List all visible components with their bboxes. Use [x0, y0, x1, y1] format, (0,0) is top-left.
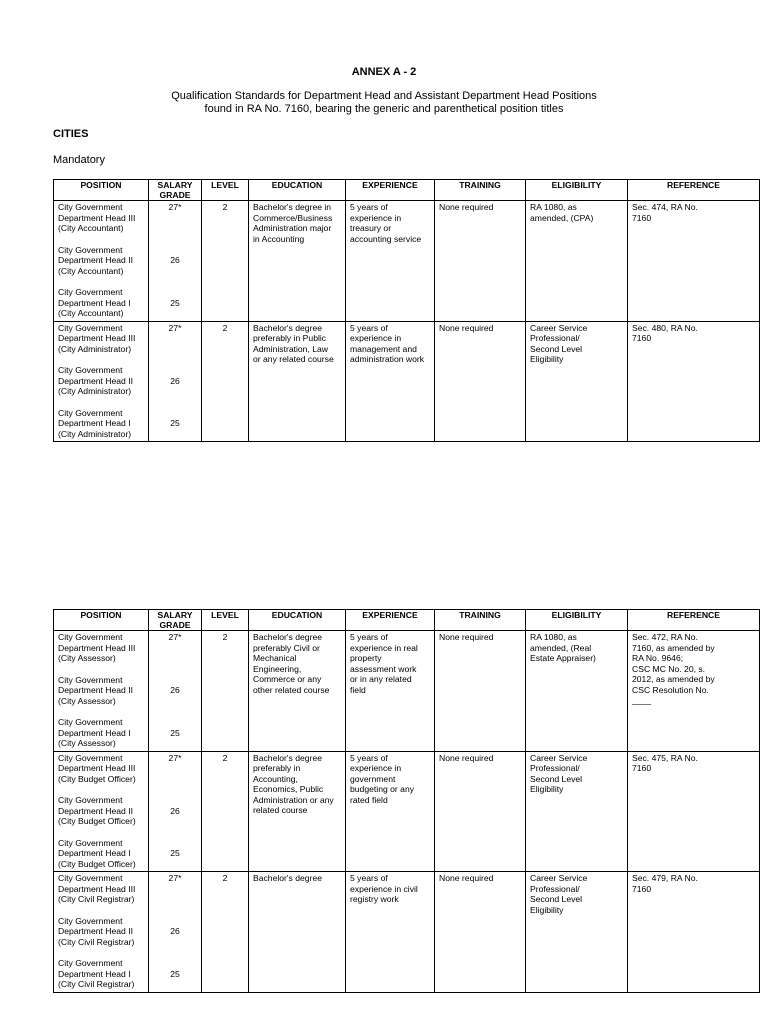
education-line: related course: [253, 805, 308, 815]
reference-line: 2012, as amended by: [632, 674, 715, 684]
header-salary-grade: [149, 610, 202, 631]
position-line: Department Head II: [58, 375, 133, 386]
section-heading-cities: CITIES: [53, 128, 89, 140]
education-line: Commerce or any: [253, 674, 322, 684]
salary-grade-cell: [149, 201, 202, 322]
eligibility-line: Eligibility: [530, 354, 564, 364]
position-line: Department Head III: [58, 642, 136, 653]
education-line: other related course: [253, 684, 330, 695]
education-line: Bachelor's degree: [253, 752, 323, 763]
position-line: Department Head II: [58, 805, 133, 816]
experience-line: 5 years of: [350, 202, 388, 212]
level-cell: 2: [202, 872, 249, 993]
experience-line: field: [350, 684, 366, 695]
experience-line: experience in civil: [350, 883, 418, 894]
position-entry: [58, 202, 144, 234]
education-line: Bachelor's degree: [253, 873, 323, 883]
eligibility-line: Career Service: [530, 752, 588, 763]
education-line: Commerce/Business: [253, 212, 333, 223]
salary-grade-value: 26: [170, 805, 180, 816]
position-line: Department Head II: [58, 255, 133, 265]
position-line: (City Civil Registrar): [58, 979, 135, 989]
position-line: City Government: [58, 407, 123, 418]
table-row: [54, 751, 760, 872]
experience-line: experience in: [350, 333, 402, 343]
header-reference: REFERENCE: [628, 610, 760, 631]
header-position: POSITION: [54, 610, 149, 631]
salary-grade-cell: [149, 631, 202, 752]
header-education: EDUCATION: [249, 180, 346, 201]
experience-line: or in any related: [350, 674, 412, 684]
education-cell: [249, 321, 346, 442]
eligibility-line: amended, (Real: [530, 642, 592, 653]
position-line: City Government: [58, 674, 123, 685]
reference-line: RA No. 9646;: [632, 653, 684, 663]
education-line: preferably Civil or: [253, 642, 320, 653]
eligibility-line: Eligibility: [530, 784, 564, 794]
reference-line: 7160, as amended by: [632, 642, 715, 653]
experience-line: budgeting or any: [350, 784, 415, 794]
header-experience: EXPERIENCE: [346, 610, 435, 631]
header-salary-grade-line-1: SALARY: [157, 610, 193, 620]
header-eligibility: ELIGIBILITY: [526, 610, 628, 631]
experience-line: accounting service: [350, 233, 422, 244]
position-line: City Government: [58, 958, 123, 968]
reference-line: ____: [632, 695, 652, 705]
salary-grade-value: 25: [170, 418, 180, 428]
reference-line: Sec. 480, RA No.: [632, 322, 698, 333]
position-line: Department Head II: [58, 685, 133, 695]
eligibility-line: RA 1080, as: [530, 632, 577, 642]
level-cell: 2: [202, 321, 249, 442]
education-line: preferably in: [253, 763, 301, 773]
grade-entry: [153, 323, 197, 355]
position-entry: [58, 795, 144, 827]
annex-title: ANNEX A - 2: [351, 66, 417, 78]
header-salary-grade: [149, 180, 202, 201]
salary-grade-cell: [149, 321, 202, 442]
reference-line: 7160: [632, 333, 652, 343]
position-line: (City Budget Officer): [58, 858, 136, 869]
experience-line: property: [350, 653, 382, 663]
experience-line: experience in real: [350, 642, 418, 653]
experience-cell: [346, 201, 435, 322]
education-line: preferably in Public: [253, 333, 327, 343]
level-cell: 2: [202, 751, 249, 872]
position-line: (City Assessor): [58, 695, 116, 706]
grade-entry: [153, 873, 197, 905]
reference-cell: [628, 321, 760, 442]
reference-cell: [628, 751, 760, 872]
salary-grade-value: 27*: [168, 202, 182, 212]
reference-line: Sec. 474, RA No.: [632, 202, 698, 212]
position-line: City Government: [58, 915, 123, 926]
salary-grade-value: 25: [170, 968, 180, 979]
education-line: Administration or any: [253, 794, 334, 805]
table-row: [54, 872, 760, 993]
table-header-row: [54, 180, 760, 201]
salary-grade-value: 26: [170, 926, 180, 936]
experience-cell: [346, 631, 435, 752]
position-line: Department Head I: [58, 848, 131, 858]
position-line: (City Budget Officer): [58, 773, 136, 784]
experience-line: 5 years of: [350, 873, 388, 883]
grade-entry: [153, 245, 197, 277]
eligibility-cell: [526, 201, 628, 322]
position-entry: [58, 838, 144, 870]
header-training: TRAINING: [435, 610, 526, 631]
position-line: City Government: [58, 244, 123, 255]
qualification-table-2: [53, 609, 760, 993]
experience-line: registry work: [350, 894, 399, 904]
subtitle-line-2: found in RA No. 7160, bearing the generic and parenthetical position titles: [204, 103, 564, 115]
grade-entry: [153, 838, 197, 870]
position-entry: [58, 408, 144, 440]
category-label: Mandatory: [53, 154, 105, 166]
education-line: Bachelor's degree: [253, 322, 323, 333]
position-cell: [54, 751, 149, 872]
position-line: Department Head I: [58, 418, 131, 428]
header-salary-grade-line-1: SALARY: [157, 180, 193, 190]
position-line: (City Assessor): [58, 653, 116, 663]
eligibility-cell: [526, 631, 628, 752]
reference-cell: [628, 631, 760, 752]
eligibility-line: Career Service: [530, 322, 588, 333]
eligibility-line: Professional/: [530, 333, 580, 343]
reference-cell: [628, 872, 760, 993]
salary-grade-value: 26: [170, 255, 180, 265]
education-line: Bachelor's degree: [253, 632, 323, 642]
document-subtitle: [0, 90, 768, 116]
salary-grade-value: 26: [170, 685, 180, 695]
grade-entry: [153, 675, 197, 707]
reference-line: 7160: [632, 212, 652, 223]
subtitle-line-1: Qualification Standards for Department Head and Assistant Department Head Positions: [171, 90, 597, 102]
header-education: EDUCATION: [249, 610, 346, 631]
position-line: (City Civil Registrar): [58, 936, 135, 947]
position-line: (City Accountant): [58, 308, 124, 318]
position-line: City Government: [58, 322, 123, 333]
position-entry: [58, 323, 144, 355]
grade-entry: [153, 717, 197, 749]
reference-line: Sec. 475, RA No.: [632, 752, 698, 763]
header-salary-grade-line-2: GRADE: [159, 620, 191, 630]
eligibility-line: Estate Appraiser): [530, 653, 596, 663]
reference-line: CSC Resolution No.: [632, 684, 709, 695]
salary-grade-value: 25: [170, 727, 180, 738]
experience-line: experience in: [350, 763, 402, 773]
salary-grade-value: 27*: [168, 873, 182, 883]
table-row: [54, 321, 760, 442]
education-line: Economics, Public: [253, 784, 324, 794]
position-line: City Government: [58, 795, 123, 805]
position-cell: [54, 201, 149, 322]
position-cell: [54, 321, 149, 442]
position-line: City Government: [58, 287, 123, 297]
header-level: LEVEL: [202, 180, 249, 201]
position-entry: [58, 873, 144, 905]
grade-entry: [153, 408, 197, 440]
experience-line: management and: [350, 343, 417, 354]
position-line: City Government: [58, 837, 123, 848]
eligibility-cell: [526, 321, 628, 442]
eligibility-line: amended, (CPA): [530, 212, 594, 223]
salary-grade-value: 27*: [168, 752, 182, 763]
eligibility-cell: [526, 751, 628, 872]
education-cell: [249, 201, 346, 322]
position-line: Department Head III: [58, 763, 136, 773]
position-entry: [58, 287, 144, 319]
position-line: City Government: [58, 632, 123, 642]
position-line: Department Head III: [58, 333, 136, 343]
eligibility-line: RA 1080, as: [530, 202, 577, 212]
position-line: Department Head I: [58, 968, 131, 979]
eligibility-line: Second Level: [530, 343, 583, 354]
education-cell: [249, 751, 346, 872]
position-line: Department Head I: [58, 297, 131, 308]
training-cell: None required: [435, 321, 526, 442]
position-line: City Government: [58, 365, 123, 375]
level-cell: 2: [202, 631, 249, 752]
reference-cell: [628, 201, 760, 322]
grade-entry: [153, 958, 197, 990]
position-cell: [54, 631, 149, 752]
qualification-table-1: [53, 179, 760, 442]
position-line: Department Head III: [58, 212, 136, 223]
header-position: POSITION: [54, 180, 149, 201]
reference-line: Sec. 472, RA No.: [632, 632, 698, 642]
eligibility-line: Second Level: [530, 773, 583, 784]
grade-entry: [153, 795, 197, 827]
education-line: or any related course: [253, 354, 334, 364]
eligibility-cell: [526, 872, 628, 993]
grade-entry: [153, 753, 197, 785]
training-cell: None required: [435, 201, 526, 322]
header-training: TRAINING: [435, 180, 526, 201]
position-line: City Government: [58, 873, 123, 883]
reference-line: Sec. 479, RA No.: [632, 873, 698, 883]
experience-line: 5 years of: [350, 632, 388, 642]
experience-line: 5 years of: [350, 752, 388, 763]
experience-cell: [346, 872, 435, 993]
table-row: [54, 631, 760, 752]
table-header-row: [54, 610, 760, 631]
header-eligibility: ELIGIBILITY: [526, 180, 628, 201]
grade-entry: [153, 632, 197, 664]
position-line: Department Head II: [58, 926, 133, 936]
salary-grade-value: 27*: [168, 322, 182, 333]
position-line: City Government: [58, 717, 123, 727]
eligibility-line: Professional/: [530, 883, 580, 894]
education-line: Bachelor's degree in: [253, 202, 332, 212]
salary-grade-value: 25: [170, 848, 180, 858]
position-entry: [58, 245, 144, 277]
grade-entry: [153, 365, 197, 397]
salary-grade-value: 27*: [168, 632, 182, 642]
header-salary-grade-line-2: GRADE: [159, 190, 191, 200]
education-line: Administration major: [253, 223, 332, 233]
position-entry: [58, 632, 144, 664]
position-line: (City Administrator): [58, 386, 132, 396]
education-cell: [249, 872, 346, 993]
position-line: Department Head I: [58, 727, 131, 738]
position-line: Department Head III: [58, 883, 136, 894]
position-line: City Government: [58, 202, 123, 212]
position-entry: [58, 675, 144, 707]
experience-cell: [346, 751, 435, 872]
position-entry: [58, 916, 144, 948]
grade-entry: [153, 287, 197, 319]
education-line: Accounting,: [253, 773, 298, 784]
training-cell: None required: [435, 631, 526, 752]
header-experience: EXPERIENCE: [346, 180, 435, 201]
position-line: (City Budget Officer): [58, 816, 136, 826]
position-line: (City Administrator): [58, 343, 132, 354]
position-entry: [58, 958, 144, 990]
position-line: (City Administrator): [58, 428, 132, 439]
position-line: (City Assessor): [58, 738, 116, 748]
experience-line: government: [350, 773, 396, 784]
grade-entry: [153, 202, 197, 234]
reference-line: 7160: [632, 763, 652, 773]
position-line: City Government: [58, 752, 123, 763]
training-cell: None required: [435, 872, 526, 993]
experience-line: administration work: [350, 354, 425, 364]
salary-grade-cell: [149, 872, 202, 993]
header-reference: REFERENCE: [628, 180, 760, 201]
position-entry: [58, 717, 144, 749]
education-cell: [249, 631, 346, 752]
header-level: LEVEL: [202, 610, 249, 631]
salary-grade-value: 26: [170, 375, 180, 386]
experience-cell: [346, 321, 435, 442]
position-line: (City Accountant): [58, 265, 124, 276]
position-entry: [58, 753, 144, 785]
level-cell: 2: [202, 201, 249, 322]
education-line: Administration, Law: [253, 343, 328, 354]
training-cell: None required: [435, 751, 526, 872]
position-entry: [58, 365, 144, 397]
eligibility-line: Professional/: [530, 763, 580, 773]
reference-line: CSC MC No. 20, s.: [632, 663, 706, 674]
eligibility-line: Second Level: [530, 894, 583, 904]
salary-grade-cell: [149, 751, 202, 872]
eligibility-line: Career Service: [530, 873, 588, 883]
salary-grade-value: 25: [170, 297, 180, 308]
position-cell: [54, 872, 149, 993]
position-line: (City Civil Registrar): [58, 894, 135, 904]
reference-line: 7160: [632, 883, 652, 894]
experience-line: experience in: [350, 212, 402, 223]
table-row: [54, 201, 760, 322]
grade-entry: [153, 916, 197, 948]
experience-line: assessment work: [350, 663, 417, 674]
education-line: in Accounting: [253, 233, 305, 244]
experience-line: rated field: [350, 794, 388, 805]
experience-line: 5 years of: [350, 322, 388, 333]
education-line: Mechanical: [253, 653, 297, 663]
education-line: Engineering,: [253, 663, 302, 674]
position-line: (City Accountant): [58, 223, 124, 233]
eligibility-line: Eligibility: [530, 904, 564, 915]
experience-line: treasury or: [350, 223, 392, 233]
